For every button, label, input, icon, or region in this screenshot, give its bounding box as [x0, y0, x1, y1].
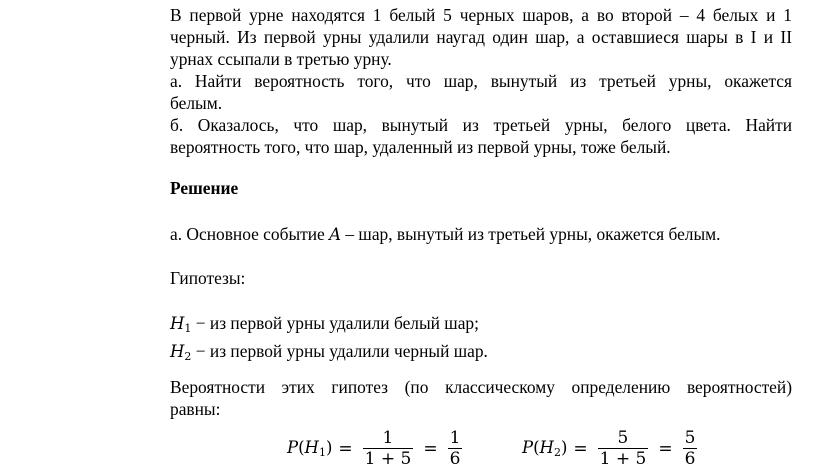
formula-p-h2 — [522, 428, 701, 469]
solution-heading-block — [170, 177, 792, 199]
problem-text — [170, 4, 792, 158]
fraction — [448, 428, 463, 469]
hypothesis-item — [170, 340, 792, 368]
problem-statement — [170, 4, 792, 158]
problem-line: черный. Из первой урны удалили наугад один шар, а оставшиеся шары в I и II — [170, 27, 792, 47]
probabilities-line: Вероятности этих гипотез (по классическому определению вероятностей) — [170, 377, 792, 397]
probabilities-text-block — [170, 376, 792, 420]
problem-line: вероятность того, что шар, удаленный из первой урны, тоже белый. — [170, 137, 671, 157]
hypothesis-text: − из первой урны удалили черный шар. — [191, 341, 488, 361]
denominator: 1 + 5 — [364, 449, 412, 469]
problem-line: урнах ссыпали в третью урну. — [170, 49, 392, 69]
equals-sign: = — [338, 438, 353, 459]
numerator: 1 — [382, 428, 394, 448]
fraction — [683, 428, 698, 469]
formula-lhs: $P(H_2)$ — [522, 438, 568, 459]
hypothesis-item — [170, 312, 792, 340]
numerator: 1 — [449, 428, 461, 448]
problem-line: б. Оказалось, что шар, вынутый из третьей урны, белого цвета. Найти — [170, 115, 792, 135]
hypotheses-label: Гипотезы: — [170, 268, 246, 288]
hypotheses-list — [170, 312, 792, 368]
part-a-block — [170, 223, 792, 246]
denominator: 6 — [684, 449, 696, 469]
problem-line: белым. — [170, 93, 223, 113]
part-a-suffix: – шар, вынутый из третьей урны, окажется белым. — [341, 224, 721, 244]
equals-sign: = — [573, 438, 588, 459]
problem-line: В первой урне находятся 1 белый 5 черных шаров, а во второй – 4 белых и 1 — [170, 5, 792, 25]
fraction — [598, 428, 649, 469]
denominator: 1 + 5 — [599, 449, 647, 469]
probabilities-line: равны: — [170, 399, 221, 419]
formulas-row — [0, 428, 823, 468]
fraction — [363, 428, 414, 469]
problem-line: а. Найти вероятность того, что шар, вынутый из третьей урны, окажется — [170, 71, 792, 91]
hypothesis-symbol: $H_2$ — [170, 342, 192, 363]
equals-sign: = — [658, 438, 673, 459]
formula-p-h1 — [287, 428, 466, 469]
formula-lhs: $P(H_1)$ — [287, 438, 333, 459]
numerator: 5 — [684, 428, 696, 448]
hypothesis-symbol: $H_1$ — [170, 314, 192, 335]
probabilities-text — [170, 376, 792, 420]
event-symbol: A — [329, 225, 342, 244]
part-a-text — [170, 223, 792, 246]
solution-heading: Решение — [170, 178, 239, 198]
hypotheses-label-block — [170, 267, 792, 289]
part-a-prefix: а. Основное событие — [170, 224, 330, 244]
denominator: 6 — [449, 449, 461, 469]
equals-sign: = — [423, 438, 438, 459]
numerator: 5 — [617, 428, 629, 448]
hypothesis-text: − из первой урны удалили белый шар; — [191, 313, 479, 333]
